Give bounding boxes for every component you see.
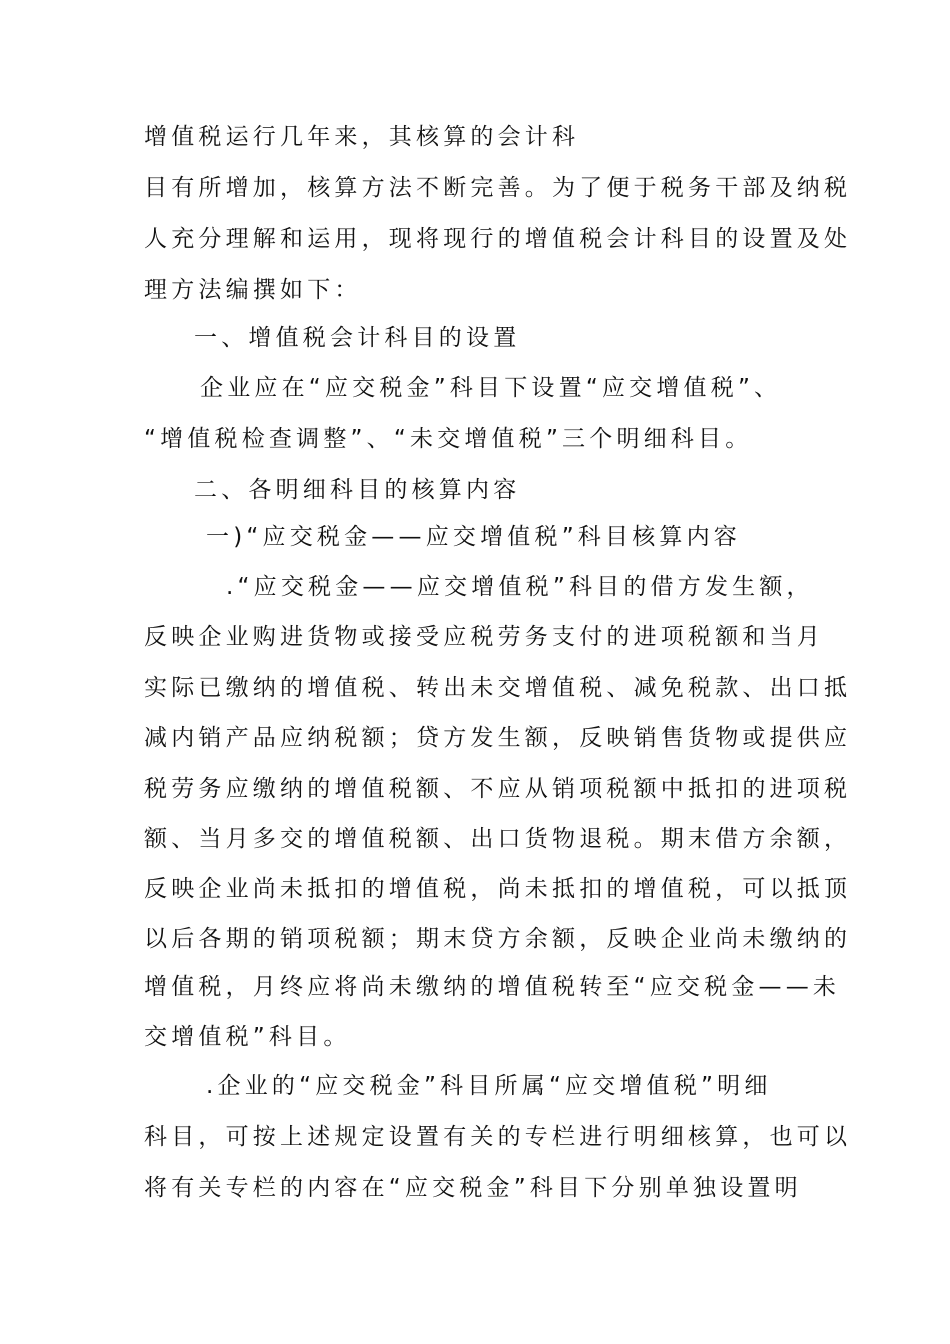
text-line: 增值税运行几年来，其核算的会计科 xyxy=(144,124,580,150)
text-line: 理方法编撰如下： xyxy=(144,277,362,303)
text-line: 科目，可按上述规定设置有关的专栏进行明细核算，也可以 xyxy=(144,1124,852,1150)
text-line: 将有关专栏的内容在“应交税金”科目下分别单独设置明 xyxy=(144,1175,802,1201)
text-line: .企业的“应交税金”科目所属“应交增值税”明细 xyxy=(206,1073,772,1099)
text-line: 实际已缴纳的增值税、转出未交增值税、减免税款、出口抵 xyxy=(144,675,852,701)
text-line: 反映企业购进货物或接受应税劳务支付的进项税额和当月 xyxy=(144,624,824,650)
subsection-heading: 一)“应交税金——应交增值税”科目核算内容 xyxy=(206,524,742,550)
text-line: .“应交税金——应交增值税”科目的借方发生额， xyxy=(226,574,814,600)
text-line: 目有所增加，核算方法不断完善。为了便于税务干部及纳税 xyxy=(144,175,852,201)
section-heading: 一、增值税会计科目的设置 xyxy=(194,325,521,351)
text-line: 减内销产品应纳税额；贷方发生额，反映销售货物或提供应 xyxy=(144,725,852,751)
text-line: 税劳务应缴纳的增值税额、不应从销项税额中抵扣的进项税 xyxy=(144,776,852,802)
section-heading: 二、各明细科目的核算内容 xyxy=(194,477,521,503)
text-line: 额、当月多交的增值税额、出口货物退税。期末借方余额， xyxy=(144,826,852,852)
text-line: 人充分理解和运用，现将现行的增值税会计科目的设置及处 xyxy=(144,226,852,252)
text-line: 增值税，月终应将尚未缴纳的增值税转至“应交税金——未 xyxy=(144,974,841,1000)
text-line: “增值税检查调整”、“未交增值税”三个明细科目。 xyxy=(144,426,753,452)
text-line: 企业应在“应交税金”科目下设置“应交增值税”、 xyxy=(200,375,782,401)
text-line: 以后各期的销项税额；期末贷方余额，反映企业尚未缴纳的 xyxy=(144,926,852,952)
text-line: 反映企业尚未抵扣的增值税，尚未抵扣的增值税，可以抵顶 xyxy=(144,876,852,902)
text-line: 交增值税”科目。 xyxy=(144,1024,351,1050)
